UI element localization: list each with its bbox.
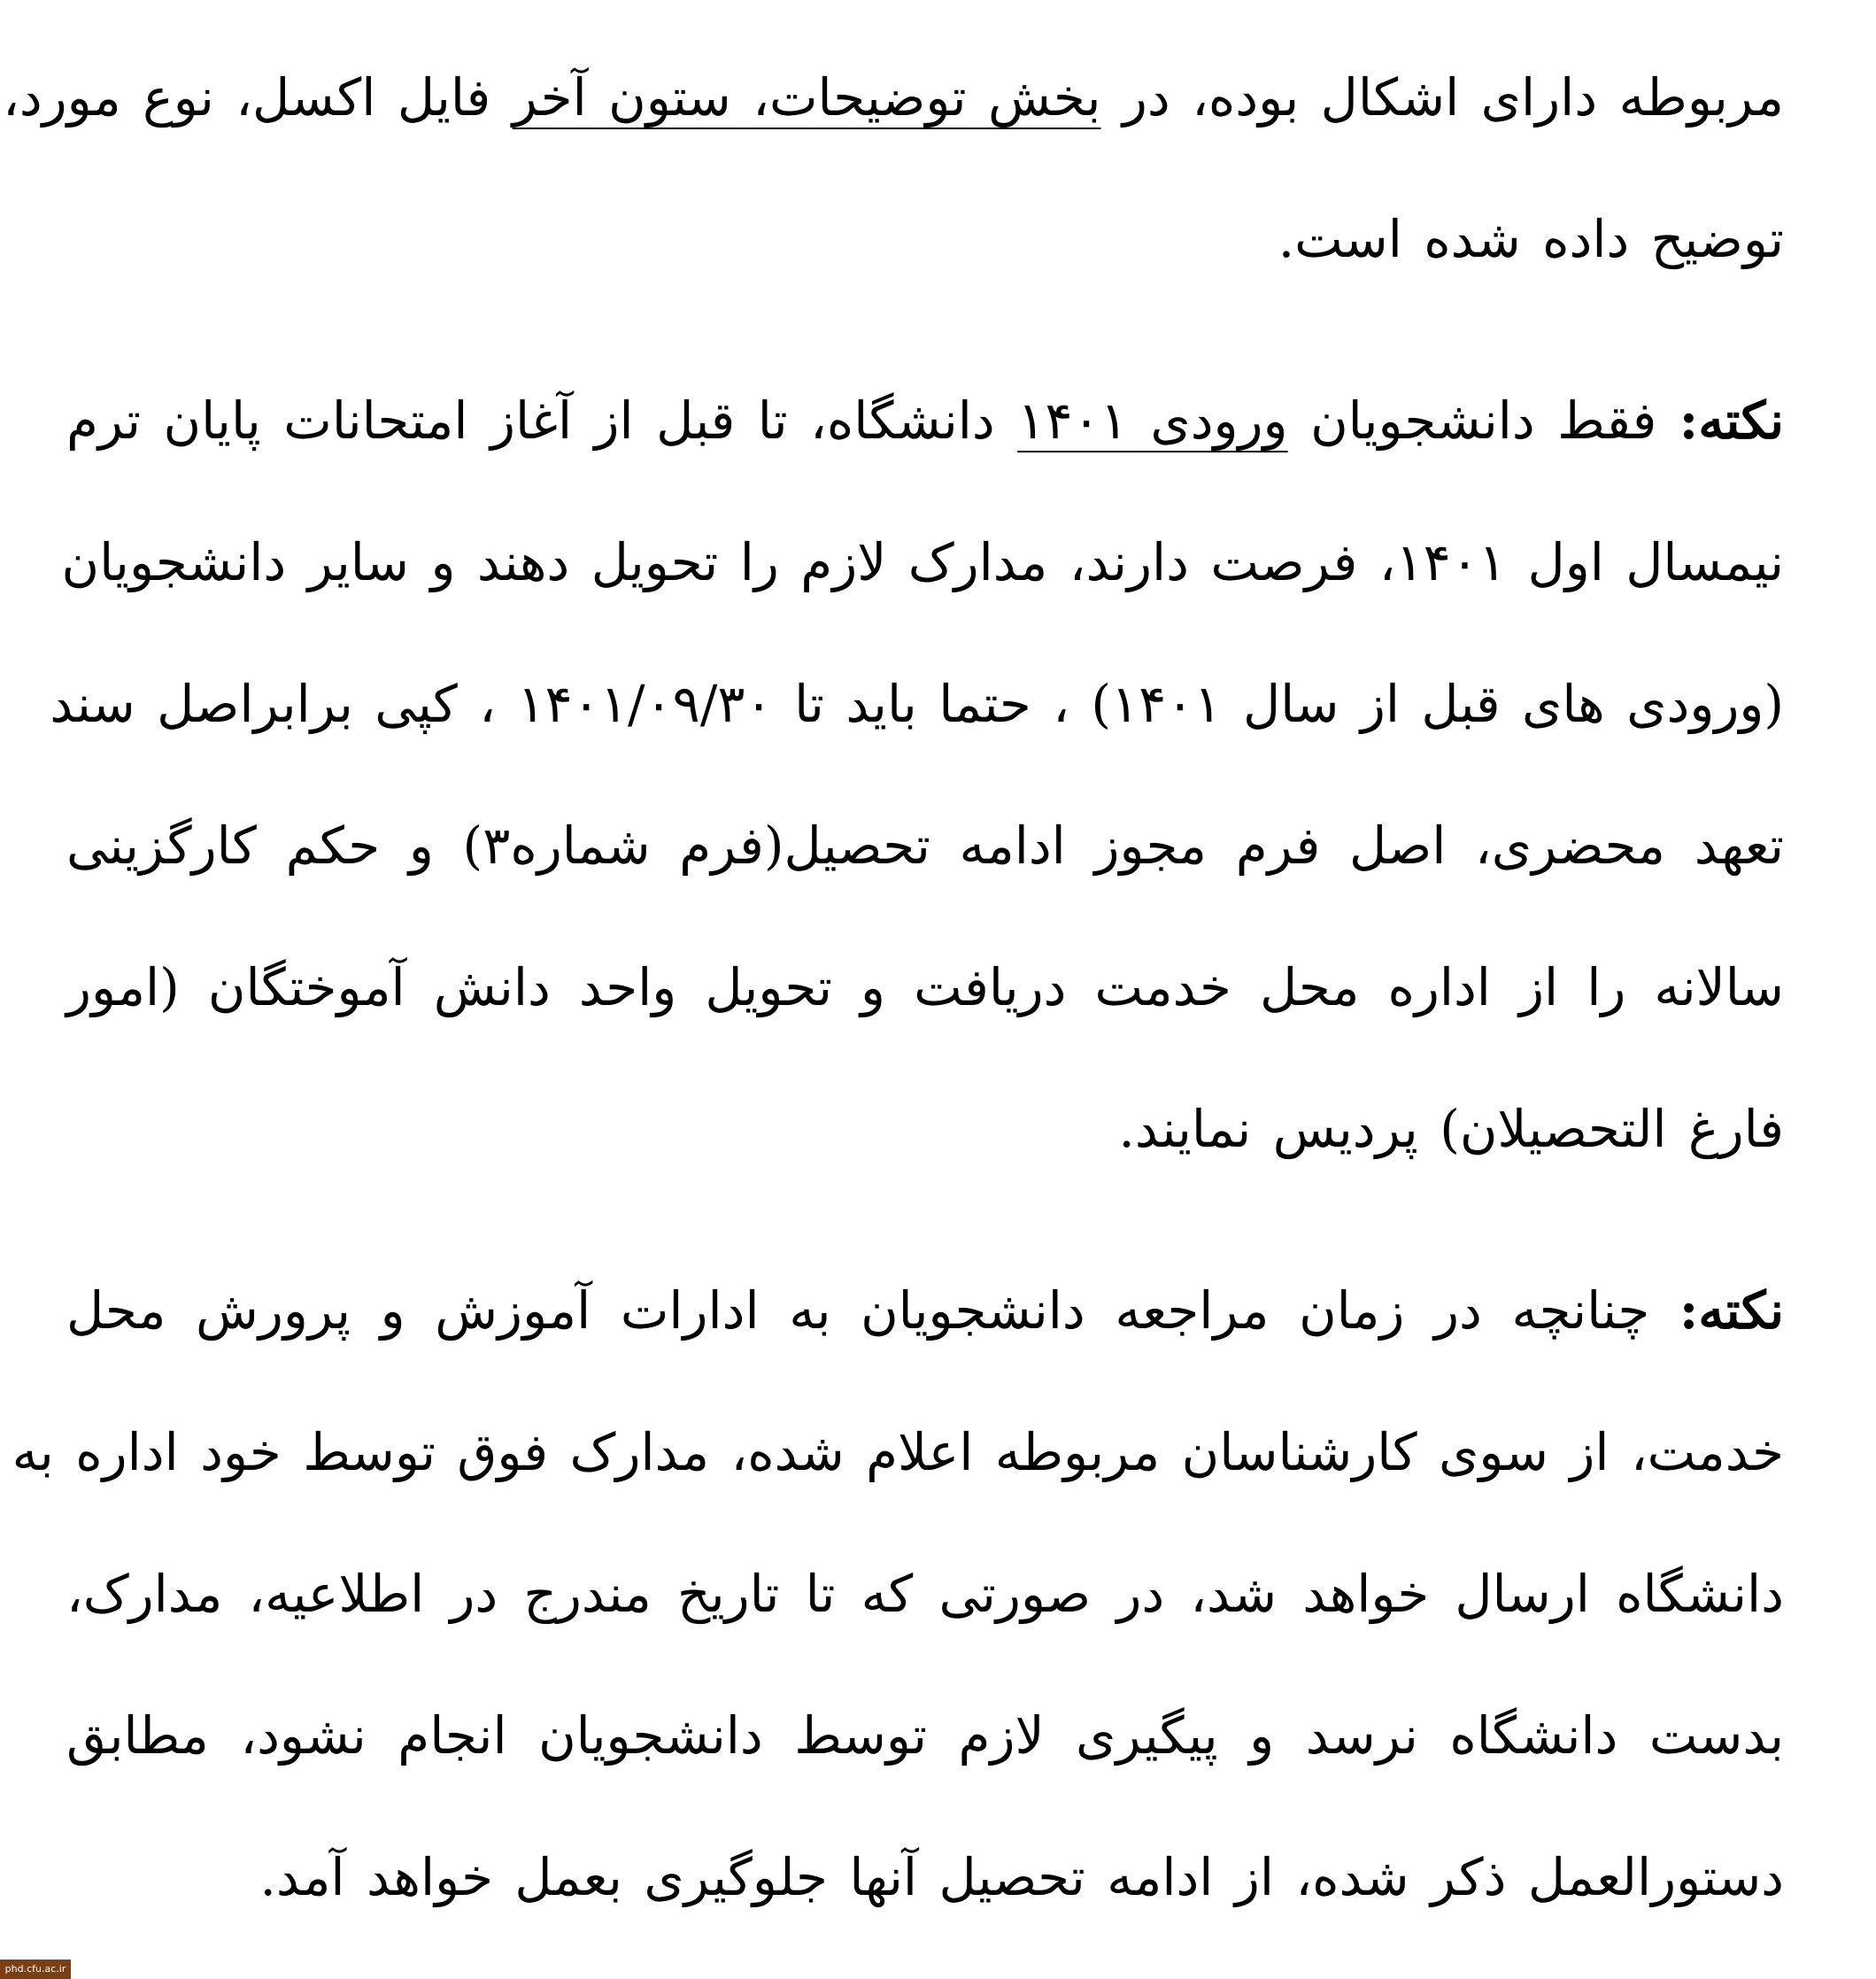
text-line: نیمسال اول ۱۴۰۱، فرصت دارند، مدارک لازم را تحویل دهند و سایر دانشجویان bbox=[61, 532, 1784, 592]
underlined-phrase: ورودی ۱۴۰۱ bbox=[1017, 390, 1288, 451]
paragraph-intro bbox=[3, 27, 1784, 310]
underlined-phrase: بخش توضیحات، ستون آخر bbox=[512, 67, 1101, 128]
text-line: دستورالعمل ذکر شده، از ادامه تحصیل آنها جلوگیری بعمل خواهد آمد. bbox=[259, 1847, 1784, 1907]
paragraph-note-1 bbox=[50, 350, 1785, 1200]
text-line: مربوطه دارای اشکال بوده، در بخش توضیحات، ستون آخر فایل اکسل، نوع مورد، bbox=[3, 67, 1784, 128]
text-line: توضیح داده شده است. bbox=[1278, 209, 1784, 269]
document-page bbox=[3, 27, 1785, 1948]
text-line: بدست دانشگاه نرسد و پیگیری لازم توسط دانشجویان انجام نشود، مطابق bbox=[66, 1705, 1784, 1766]
paragraph-note-2 bbox=[12, 1240, 1784, 1948]
note-label: نکته: bbox=[1679, 390, 1784, 451]
text-line: سالانه را از اداره محل خدمت دریافت و تحویل واحد دانش آموختگان (امور bbox=[66, 957, 1785, 1017]
text-line: نکته: فقط دانشجویان ورودی ۱۴۰۱ دانشگاه، تا قبل از آغاز امتحانات پایان ترم bbox=[66, 390, 1784, 451]
note-label: نکته: bbox=[1679, 1280, 1784, 1341]
text-line: نکته: چنانچه در زمان مراجعه دانشجویان به ادارات آموزش و پرورش محل bbox=[66, 1280, 1784, 1341]
text-line: (ورودی های قبل از سال ۱۴۰۱) ، حتما باید تا ۱۴۰۱/۰۹/۳۰ ، کپی برابراصل سند bbox=[50, 674, 1784, 734]
watermark-badge: phd.cfu.ac.ir bbox=[0, 1960, 71, 1979]
text-line: خدمت، از سوی کارشناسان مربوطه اعلام شده، مدارک فوق توسط خود اداره به bbox=[12, 1422, 1784, 1482]
text-line: دانشگاه ارسال خواهد شد، در صورتی که تا تاریخ مندرج در اطلاعیه، مدارک، bbox=[66, 1564, 1784, 1624]
text-line: تعهد محضری، اصل فرم مجوز ادامه تحصیل(فرم شماره۳) و حکم کارگزینی bbox=[66, 816, 1784, 876]
text-line: فارغ التحصیلان) پردیس نمایند. bbox=[1118, 1099, 1784, 1159]
